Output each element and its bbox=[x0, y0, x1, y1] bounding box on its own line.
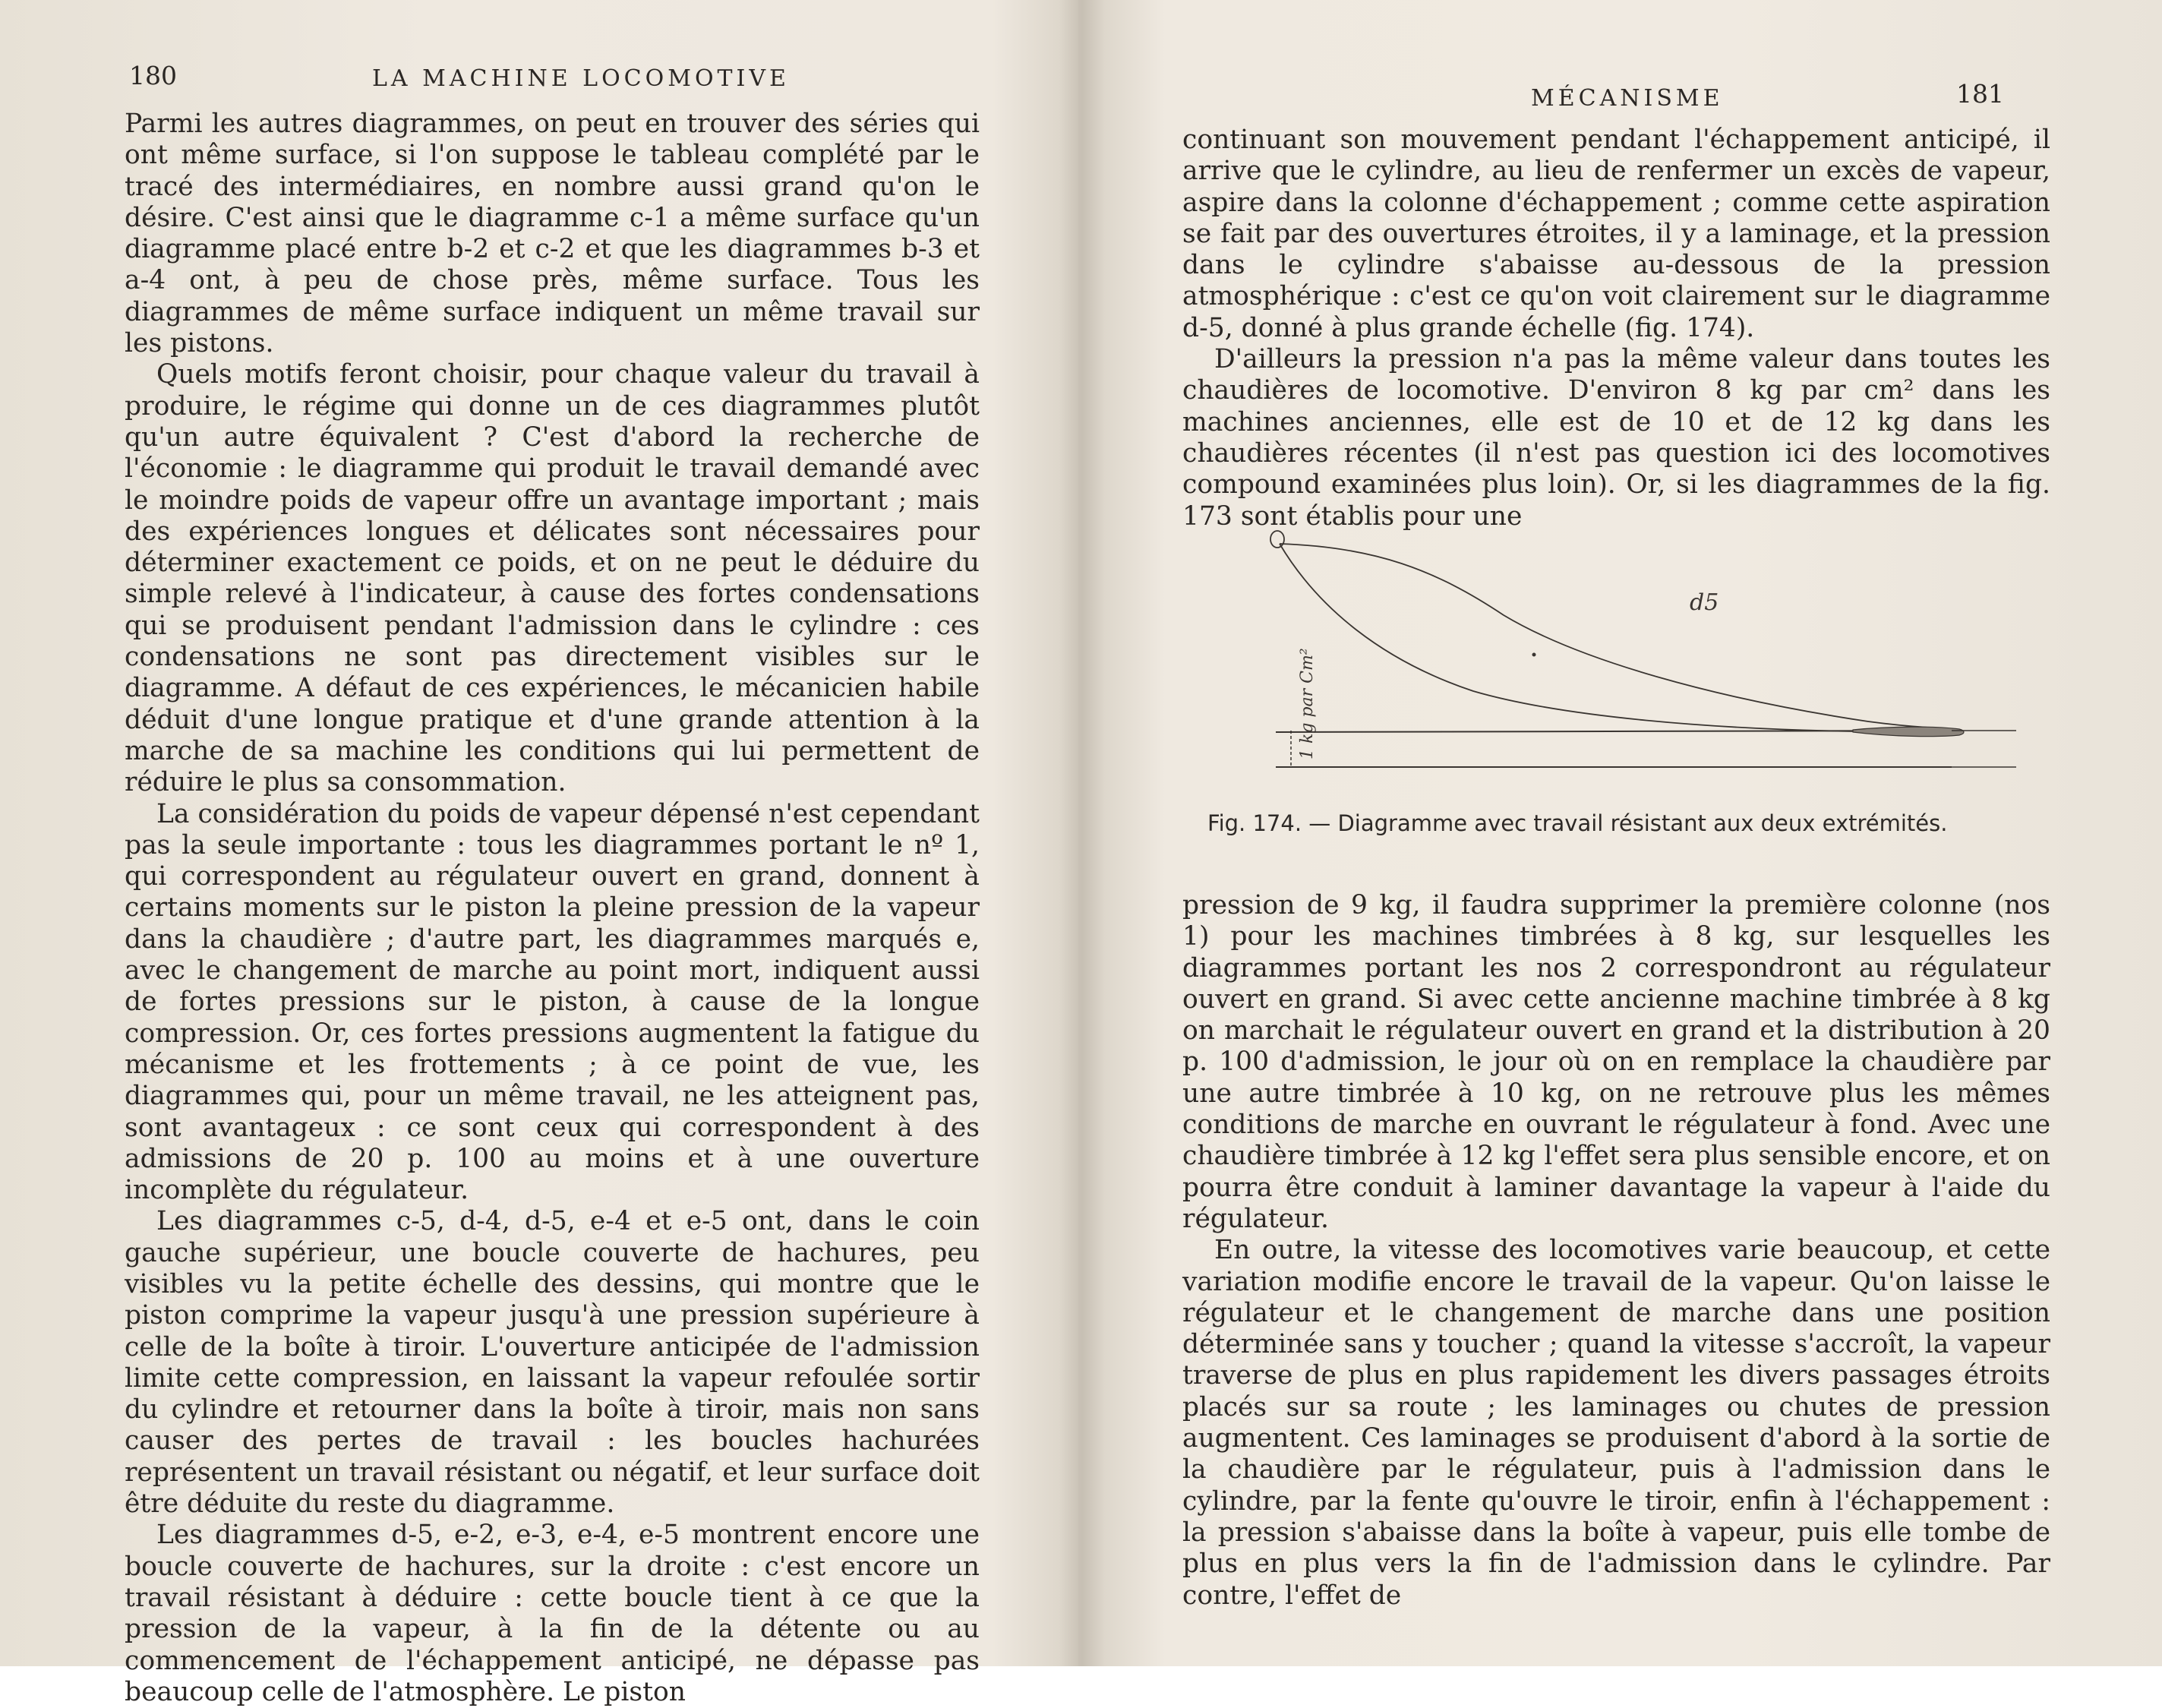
paragraph: Quels motifs feront choisir, pour chaque valeur du travail à produire, le régime qui donne un de ces diagrammes plutôt qu'un autre équivalent ? C'est d'abord la recherche de l'économie : le diagramme qui produit le travail demandé avec le moindre poids de vapeur offre un avantage important ; mais des expériences longues et délicates sont nécessaires pour déterminer exactement ce poids, et on ne peut le déduire du simple relevé à l'indicateur, à cause des fortes condensations qui se produisent pendant l'admission dans le cylindre : ces condensations ne sont pas directement visibles sur le diagramme. A défaut de ces expériences, le mécanicien habile déduit d'une longue pratique et d'une grande attention à la marche de sa machine les conditions qui lui permettent de réduire le plus sa consommation. bbox=[125, 359, 980, 798]
indicator-diagram-figure bbox=[1185, 516, 2043, 790]
page-number: 181 bbox=[1956, 79, 2004, 109]
left-body-text bbox=[125, 109, 980, 1708]
figure-caption: Fig. 174. — Diagramme avec travail résistant aux deux extrémités. bbox=[1207, 810, 1948, 836]
right-hatched-loop bbox=[1853, 727, 1964, 737]
paragraph: Les diagrammes c-5, d-4, d-5, e-4 et e-5 ont, dans le coin gauche supérieur, une boucle couverte de hachures, peu visibles vu la petite échelle des dessins, qui montre que le piston comprime la vapeur jusqu'à une pression supérieure à celle de la boîte à tiroir. L'ouverture anticipée de l'admission limite cette compression, en laissant la vapeur refoulée sortir du cylindre et retourner dans la boîte à tiroir, mais non sans causer des pertes de travail : les boucles hachurées représentent un travail résistant ou négatif, et leur surface doit être déduite du reste du diagramme. bbox=[125, 1206, 980, 1520]
left-page bbox=[0, 0, 1078, 1707]
curve-label: d5 bbox=[1690, 589, 1719, 616]
paragraph: En outre, la vitesse des locomotives varie beaucoup, et cette variation modifie encore le travail de la vapeur. Qu'on laisse le régulateur et le changement de marche dans une position déterminée sans y toucher ; quand la vitesse s'accroît, la vapeur traverse de plus en plus rapidement les divers passages étroits placés sur sa route ; les laminages ou chutes de pression augmentent. Ces laminages se produisent d'abord à la sortie de la chaudière par le régulateur, puis à l'admission dans le cylindre, par la fente qu'ouvre le tiroir, enfin à l'échappement : la pression s'abaisse dans la boîte à vapeur, puis elle tombe de plus en plus vers la fin de l'admission dans le cylindre. Par contre, l'effet de bbox=[1182, 1235, 2050, 1611]
paragraph: La considération du poids de vapeur dépensé n'est cependant pas la seule importante : tous les diagrammes portant le nº 1, qui correspondent au régulateur ouvert en grand, donnent à certains moments sur le piston la pleine pression de la vapeur dans la chaudière ; d'autre part, les diagrammes marqués e, avec le changement de marche au point mort, indiquent aussi de fortes pressions sur le piston, à cause de la longue compression. Or, ces fortes pressions augmentent la fatigue du mécanisme et les frottements ; à ce point de vue, les diagrammes qui, pour un même travail, ne les atteignent pas, sont avantageux : ce sont ceux qui correspondent à des admissions de 20 p. 100 au moins et à une ouverture incomplète du régulateur. bbox=[125, 798, 980, 1206]
right-page bbox=[1078, 0, 2162, 1666]
right-body-text-bottom bbox=[1182, 890, 2050, 1612]
book-gutter bbox=[1059, 0, 1105, 1666]
upper-curve bbox=[1280, 544, 1929, 728]
paragraph: continuant son mouvement pendant l'échappement anticipé, il arrive que le cylindre, au lieu de renfermer un excès de vapeur, aspire dans la colonne d'échappement ; comme cette aspiration se fait par des ouvertures étroites, il y a laminage, et la pression dans le cylindre s'abaisse au-dessous de la pression atmosphérique : c'est ce qu'on voit clairement sur le diagramme d-5, donné à plus grande échelle (fig. 174). bbox=[1182, 125, 2050, 343]
running-head: MÉCANISME bbox=[1531, 85, 1724, 112]
scale-label: 1 kg par Cm² bbox=[1298, 648, 1317, 759]
left-loop bbox=[1270, 531, 1284, 548]
paragraph: pression de 9 kg, il faudra supprimer la première colonne (nos 1) pour les machines timbrées à 8 kg, sur lesquelles les diagrammes portant les nos 2 correspondront au régulateur ouvert en grand. Si avec cette ancienne machine timbrée à 8 kg on marchait le régulateur ouvert en grand et la distribution à 20 p. 100 d'admission, le jour où on en remplace la chaudière par une autre timbrée à 10 kg, on ne retrouve plus les mêmes conditions de marche en ouvrant le régulateur à fond. Avec une chaudière timbrée à 12 kg l'effet sera plus sensible encore, et on pourra être conduit à laminer davantage la vapeur à l'aide du régulateur. bbox=[1182, 890, 2050, 1234]
paragraph: Parmi les autres diagrammes, on peut en trouver des séries qui ont même surface, si l'on suppose le tableau complété par le tracé des intermédiaires, en nombre aussi grand qu'on le désire. C'est ainsi que le diagramme c-1 a même surface qu'un diagramme placé entre b-2 et c-2 et que les diagrammes b-3 et a-4 ont, à peu de chose près, même surface. Tous les diagrammes de même surface indiquent un même travail sur les pistons. bbox=[125, 109, 980, 359]
paragraph: D'ailleurs la pression n'a pas la même valeur dans toutes les chaudières de locomotive. D'environ 8 kg par cm² dans les machines anciennes, elle est de 10 et de 12 kg dans les chaudières récentes (il n'est pas question ici des locomotives compound examinées plus loin). Or, si les diagrammes de la fig. 173 sont établis pour une bbox=[1182, 344, 2050, 532]
paragraph: Les diagrammes d-5, e-2, e-3, e-4, e-5 montrent encore une boucle couverte de hachures, sur la droite : c'est encore un travail résistant à déduire : cette boucle tient à ce que la pression de la vapeur, à la fin de la détente ou au commencement de l'échappement anticipé, ne dépasse pas beaucoup celle de l'atmosphère. Le piston bbox=[125, 1520, 980, 1707]
right-body-text-top bbox=[1182, 125, 2050, 532]
dot-mark bbox=[1532, 653, 1536, 657]
page-number: 180 bbox=[129, 61, 177, 90]
running-head: LA MACHINE LOCOMOTIVE bbox=[372, 65, 790, 92]
